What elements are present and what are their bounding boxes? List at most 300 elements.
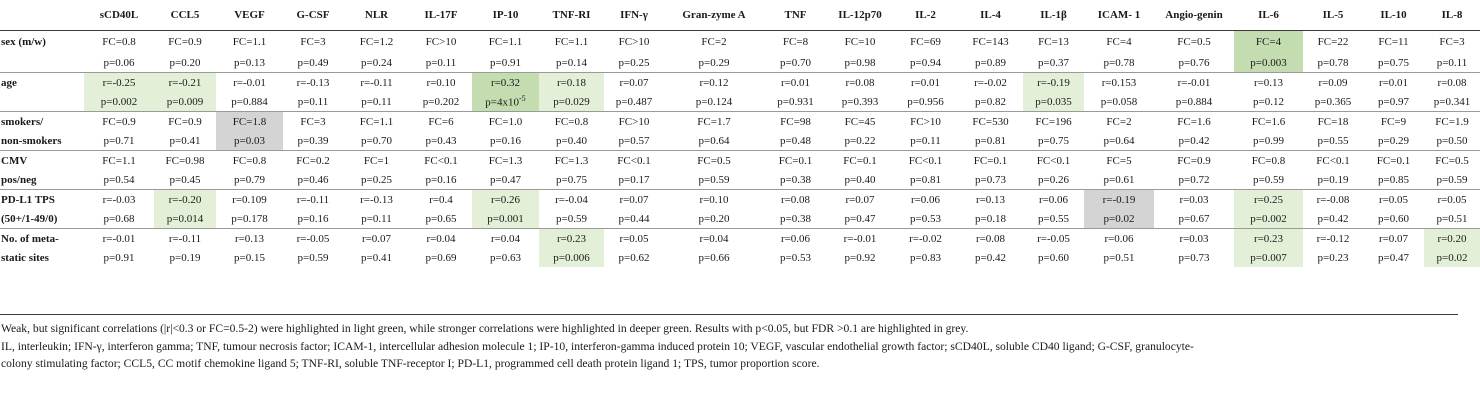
effect-cell: FC<0.1 <box>1303 151 1363 171</box>
effect-cell: r=0.07 <box>604 190 664 210</box>
p-value-cell: p=0.62 <box>618 251 650 264</box>
effect-cell: r=0.10 <box>664 190 764 210</box>
effect-cell: FC=0.8 <box>1234 151 1303 171</box>
p-value-cell: p=0.57 <box>618 134 650 147</box>
effect-cell: r=0.01 <box>893 73 958 93</box>
effect-cell: r=0.32 <box>472 73 539 93</box>
effect-cell: FC=13 <box>1038 36 1069 48</box>
effect-cell: FC=530 <box>958 112 1023 132</box>
table-row <box>0 248 1480 267</box>
effect-cell: r=-0.21 <box>154 73 216 93</box>
p-value-cell: p=0.78 <box>1103 56 1135 69</box>
column-header: Gran-zyme A <box>682 9 746 21</box>
effect-cell: FC=0.8 <box>216 151 283 171</box>
p-value-cell: p=0.60 <box>1378 212 1409 225</box>
p-value-cell: p=0.884 <box>1175 95 1213 108</box>
p-value-cell: p=0.40 <box>844 173 876 186</box>
p-value-cell: p=0.25 <box>361 173 392 186</box>
effect-cell: r=-0.01 <box>827 229 893 249</box>
effect-cell: FC=6 <box>410 112 472 132</box>
p-value-cell: p=0.17 <box>618 173 650 186</box>
p-value-cell: p=0.16 <box>297 212 329 225</box>
p-value-cell: p=0.11 <box>361 212 392 225</box>
effect-cell: FC<0.1 <box>604 151 664 171</box>
p-value-cell: p=0.014 <box>154 209 216 229</box>
p-value-cell: p=0.40 <box>556 134 587 147</box>
column-header: NLR <box>364 9 389 21</box>
row-label: PD-L1 TPS <box>0 190 84 210</box>
p-value-cell: p=0.66 <box>698 251 730 264</box>
row-label: CMV <box>0 151 84 171</box>
effect-cell: FC>10 <box>425 36 457 48</box>
effect-cell: r=-0.05 <box>283 229 343 249</box>
effect-cell: r=0.04 <box>664 229 764 249</box>
p-value-cell: p=0.59 <box>698 173 730 186</box>
p-value-cell: p=0.55 <box>1038 212 1069 225</box>
p-value-cell: p=0.98 <box>844 56 876 69</box>
effect-cell: r=0.10 <box>410 73 472 93</box>
row-label: pos/neg <box>1 173 37 186</box>
effect-cell: FC=0.8 <box>539 112 604 132</box>
effect-cell: r=0.4 <box>410 190 472 210</box>
p-value-cell: p=0.009 <box>154 92 216 112</box>
column-header: Angio-genin <box>1165 9 1223 21</box>
effect-cell: FC=1.1 <box>84 151 154 171</box>
column-header: IL-6 <box>1258 9 1279 21</box>
p-value-cell: p=0.59 <box>1436 173 1468 186</box>
p-value-cell: p=0.178 <box>231 212 268 225</box>
effect-cell: FC=3 <box>283 112 343 132</box>
p-value-cell: p=0.38 <box>780 173 811 186</box>
effect-cell: FC=4 <box>1234 31 1303 54</box>
effect-cell: FC=11 <box>1378 36 1409 48</box>
p-value-cell: p=0.61 <box>1103 173 1135 186</box>
effect-cell: FC=9 <box>1363 112 1424 132</box>
p-value-cell: p=0.002 <box>84 92 154 112</box>
p-value-cell: p=0.45 <box>169 173 201 186</box>
effect-cell: r=-0.01 <box>1154 73 1234 93</box>
effect-cell: r=0.23 <box>1234 229 1303 249</box>
p-value-cell: p=0.029 <box>539 92 604 112</box>
p-value-cell: p=0.73 <box>975 173 1006 186</box>
effect-cell: r=0.01 <box>764 73 827 93</box>
column-header: CCL5 <box>170 9 200 21</box>
effect-cell: FC=5 <box>1084 151 1154 171</box>
effect-cell: r=0.06 <box>893 190 958 210</box>
column-header: TNF <box>784 9 807 21</box>
effect-cell: r=-0.08 <box>1303 190 1363 210</box>
effect-cell: r=0.05 <box>1424 190 1480 210</box>
p-value-cell: p=0.884 <box>231 95 268 108</box>
effect-cell: r=-0.13 <box>343 190 410 210</box>
effect-cell: r=-0.02 <box>893 229 958 249</box>
p-value-cell: p=0.20 <box>169 56 201 69</box>
effect-cell: FC=0.5 <box>1177 36 1211 48</box>
p-value-cell: p=0.003 <box>1234 53 1303 73</box>
p-value-cell: p=0.53 <box>910 212 941 225</box>
effect-cell: FC=69 <box>910 36 941 48</box>
row-label <box>0 53 84 73</box>
p-value-cell: p=0.44 <box>618 212 650 225</box>
p-value-cell: p=0.81 <box>910 173 941 186</box>
table-row <box>0 73 1480 93</box>
p-value-cell: p=0.19 <box>1317 173 1349 186</box>
table-body <box>0 31 1480 268</box>
p-value-cell: p=0.70 <box>780 56 811 69</box>
effect-cell: r=0.08 <box>958 229 1023 249</box>
p-value-cell: p=0.39 <box>297 134 329 147</box>
p-value-cell: p=0.393 <box>841 95 879 108</box>
p-value-cell: p=0.15 <box>234 251 265 264</box>
effect-cell: FC=22 <box>1317 36 1349 48</box>
effect-cell: r=-0.25 <box>84 73 154 93</box>
effect-cell: FC=10 <box>844 36 876 48</box>
header-row <box>0 0 1480 31</box>
effect-cell: r=-0.11 <box>283 190 343 210</box>
p-value-cell: p=0.19 <box>169 251 201 264</box>
p-value-cell: p=0.956 <box>907 95 944 108</box>
effect-cell: FC=1.2 <box>359 36 394 48</box>
row-label: smokers/ <box>0 112 84 132</box>
table-row <box>0 209 1480 229</box>
effect-cell: r=0.05 <box>1363 190 1424 210</box>
effect-cell: FC=0.98 <box>154 151 216 171</box>
p-value-cell: p=0.16 <box>425 173 457 186</box>
effect-cell: r=-0.20 <box>154 190 216 210</box>
p-value-cell: p=0.487 <box>615 95 653 108</box>
effect-cell: r=0.07 <box>827 190 893 210</box>
p-value-cell: p=0.12 <box>1253 95 1284 108</box>
p-value-cell: p=0.55 <box>1317 134 1349 147</box>
effect-cell: FC>10 <box>893 112 958 132</box>
p-value-cell: p=0.64 <box>698 134 730 147</box>
effect-cell: FC=143 <box>972 36 1009 48</box>
effect-cell: r=-0.12 <box>1303 229 1363 249</box>
p-value-cell: p=0.365 <box>1314 95 1352 108</box>
p-value-cell: p=0.73 <box>1178 251 1210 264</box>
effect-cell: r=-0.01 <box>84 229 154 249</box>
effect-cell: FC=1.3 <box>539 151 604 171</box>
effect-cell: FC=98 <box>764 112 827 132</box>
effect-cell: r=0.06 <box>1023 190 1084 210</box>
effect-cell: r=0.06 <box>1084 229 1154 249</box>
p-value-cell: p=0.94 <box>910 56 941 69</box>
p-value-cell: p=0.68 <box>103 212 135 225</box>
p-value-cell: p=0.11 <box>361 95 392 108</box>
column-header: IL-1β <box>1040 9 1067 21</box>
p-value-cell: p=0.51 <box>1436 212 1468 225</box>
effect-cell: FC=8 <box>782 36 809 48</box>
effect-cell: FC=0.5 <box>1424 151 1480 171</box>
p-value-cell: p=0.76 <box>1178 56 1210 69</box>
column-header: IL-8 <box>1441 9 1463 21</box>
column-header: sCD40L <box>99 9 139 21</box>
p-value-cell: p=0.42 <box>975 251 1006 264</box>
column-header: VEGF <box>234 9 265 21</box>
effect-cell: FC=0.1 <box>958 151 1023 171</box>
footnote-highlighting: Weak, but significant correlations (|r|<0.3 or FC=0.5-2) were highlighted in light green, while stronger correlations were highlighted in deeper green. Results with p<0.05, but FDR >0.1 are highlighted in grey. <box>1 322 969 335</box>
p-value-cell: p=0.91 <box>490 56 521 69</box>
p-value-cell: p=0.058 <box>1100 95 1138 108</box>
effect-cell: FC>10 <box>604 112 664 132</box>
effect-cell: FC=0.1 <box>1363 151 1424 171</box>
effect-cell: FC=1.7 <box>664 112 764 132</box>
effect-cell: r=-0.05 <box>1023 229 1084 249</box>
table-row <box>0 92 1480 112</box>
effect-cell: FC=3 <box>300 36 326 48</box>
p-value-cell: p=0.60 <box>1038 251 1069 264</box>
effect-cell: r=0.04 <box>472 229 539 249</box>
p-value-cell: p=0.49 <box>297 56 329 69</box>
p-value-cell: p=0.75 <box>556 173 587 186</box>
effect-cell: r=0.08 <box>1424 73 1480 93</box>
p-value-cell: p=0.59 <box>1253 173 1284 186</box>
effect-cell: r=0.13 <box>958 190 1023 210</box>
p-value-cell: p=0.002 <box>1234 209 1303 229</box>
p-value-cell: p=0.11 <box>425 56 457 69</box>
p-value-cell: p=0.11 <box>297 95 329 108</box>
p-value-cell: p=0.79 <box>234 173 265 186</box>
p-value-cell: p=0.75 <box>1038 134 1069 147</box>
p-value-cell: p=0.37 <box>1038 56 1069 69</box>
effect-cell: FC=18 <box>1303 112 1363 132</box>
effect-cell: FC=0.9 <box>84 112 154 132</box>
effect-cell: r=0.109 <box>216 190 283 210</box>
p-value-cell: p=0.48 <box>780 134 811 147</box>
p-value-cell: p=0.26 <box>1038 173 1069 186</box>
table-row <box>0 53 1480 73</box>
p-value-cell: p=0.25 <box>618 56 650 69</box>
p-value-cell: p=0.69 <box>425 251 457 264</box>
column-header: IL-2 <box>915 9 936 21</box>
effect-cell: r=-0.01 <box>216 73 283 93</box>
p-value-cell: p=0.14 <box>556 56 587 69</box>
p-value-cell: p=0.124 <box>695 95 733 108</box>
p-value-cell: p=0.23 <box>1317 251 1349 264</box>
column-header: IL-12p70 <box>838 9 882 21</box>
row-label <box>0 92 84 112</box>
p-value-cell: p=0.02 <box>1424 248 1480 267</box>
p-value-cell: p=0.47 <box>1378 251 1409 264</box>
effect-cell: FC=0.9 <box>154 112 216 132</box>
effect-cell: r=-0.13 <box>283 73 343 93</box>
effect-cell: FC=1.1 <box>488 36 523 48</box>
effect-cell: FC=1 <box>343 151 410 171</box>
p-value-cell: p=0.46 <box>297 173 329 186</box>
effect-cell: r=0.153 <box>1084 73 1154 93</box>
effect-cell: r=0.09 <box>1303 73 1363 93</box>
effect-cell: FC=1.9 <box>1424 112 1480 132</box>
p-value-cell: p=0.47 <box>844 212 876 225</box>
p-value-cell: p=0.03 <box>216 131 283 151</box>
table-row <box>0 190 1480 210</box>
effect-cell: r=0.07 <box>604 73 664 93</box>
p-value-cell: p=0.64 <box>1103 134 1135 147</box>
p-value-cell: p=0.43 <box>425 134 457 147</box>
column-header: IL-17F <box>424 9 458 21</box>
p-value-cell: p=0.035 <box>1023 92 1084 112</box>
column-header: TNF-RI <box>552 9 591 21</box>
effect-cell: r=0.26 <box>472 190 539 210</box>
table-row <box>0 170 1480 190</box>
p-value-cell: $p=4x10^{-5}$ <box>472 92 539 112</box>
p-value-cell: p=0.18 <box>975 212 1006 225</box>
table-row <box>0 229 1480 249</box>
p-value-cell: p=0.65 <box>425 212 457 225</box>
p-value-cell: p=0.91 <box>103 251 135 264</box>
p-value-cell: p=0.42 <box>1317 212 1349 225</box>
row-label: age <box>0 73 84 93</box>
p-value-cell: p=0.42 <box>1178 134 1210 147</box>
p-value-cell: p=0.22 <box>844 134 876 147</box>
p-value-cell: p=0.63 <box>490 251 521 264</box>
header-corner <box>0 0 84 31</box>
column-header: IL-4 <box>980 9 1001 21</box>
row-label: sex (m/w) <box>1 36 46 48</box>
p-value-cell: p=0.81 <box>975 134 1006 147</box>
p-value-cell: p=0.006 <box>539 248 604 267</box>
effect-cell: FC=0.5 <box>664 151 764 171</box>
effect-cell: r=0.07 <box>1363 229 1424 249</box>
effect-cell: r=-0.19 <box>1023 73 1084 93</box>
p-value-cell: p=0.13 <box>234 56 265 69</box>
p-value-cell: p=0.007 <box>1234 248 1303 267</box>
effect-cell: FC=1.3 <box>472 151 539 171</box>
table-row <box>0 131 1480 151</box>
effect-cell: FC=196 <box>1023 112 1084 132</box>
effect-cell: r=0.08 <box>827 73 893 93</box>
p-value-cell: p=0.16 <box>490 134 521 147</box>
row-label: non-smokers <box>1 134 62 147</box>
p-value-cell: p=0.02 <box>1084 209 1154 229</box>
effect-cell: FC=0.9 <box>1154 151 1234 171</box>
p-value-cell: p=0.71 <box>103 134 135 147</box>
effect-cell: FC=3 <box>1439 36 1465 48</box>
p-value-cell: p=0.41 <box>361 251 392 264</box>
p-value-cell: p=0.85 <box>1378 173 1409 186</box>
p-value-cell: p=0.20 <box>698 212 730 225</box>
effect-cell: r=0.03 <box>1154 190 1234 210</box>
p-value-cell: p=0.38 <box>780 212 811 225</box>
footnote-abbreviations-cont: colony stimulating factor; CCL5, CC motif chemokine ligand 5; TNF-RI, soluble TNF-receptor I; PD-L1, programmed cell death protein ligand 1; TPS, tumor proportion score. <box>1 357 820 370</box>
effect-cell: r=0.13 <box>1234 73 1303 93</box>
effect-cell: FC=1.6 <box>1234 112 1303 132</box>
p-value-cell: p=0.89 <box>975 56 1006 69</box>
effect-cell: FC=0.9 <box>168 36 202 48</box>
p-value-cell: p=0.51 <box>1103 251 1135 264</box>
effect-cell: r=0.20 <box>1424 229 1480 249</box>
effect-cell: r=0.25 <box>1234 190 1303 210</box>
effect-cell: r=0.04 <box>410 229 472 249</box>
p-value-cell: p=0.82 <box>975 95 1006 108</box>
p-value-cell: p=0.47 <box>490 173 521 186</box>
row-label: No. of meta- <box>0 229 84 249</box>
table-row <box>0 112 1480 132</box>
p-value-cell: p=0.11 <box>910 134 941 147</box>
effect-cell: FC=45 <box>827 112 893 132</box>
effect-cell: FC=1.0 <box>472 112 539 132</box>
effect-cell: r=0.08 <box>764 190 827 210</box>
effect-cell: r=0.05 <box>604 229 664 249</box>
p-value-cell: p=0.78 <box>1317 56 1349 69</box>
footnote-abbreviations: IL, interleukin; IFN-γ, interferon gamma; TNF, tumour necrosis factor; ICAM-1, intercellular adhesion molecule 1; IP-10, interferon-gamma induced protein 10; VEGF, vascular endothelial growth factor; sCD40L, soluble CD40 ligand; G-CSF, granulocyte- <box>1 340 1194 353</box>
p-value-cell: p=0.931 <box>777 95 814 108</box>
p-value-cell: p=0.99 <box>1253 134 1284 147</box>
p-value-cell: p=0.70 <box>361 134 392 147</box>
column-header: G-CSF <box>296 9 330 21</box>
effect-cell: FC=1.8 <box>216 112 283 132</box>
effect-cell: FC=0.8 <box>102 36 136 48</box>
p-value-cell: p=0.54 <box>103 173 135 186</box>
p-value-cell: p=0.29 <box>1378 134 1409 147</box>
effect-cell: r=0.06 <box>764 229 827 249</box>
p-value-cell: p=0.97 <box>1378 95 1409 108</box>
p-value-cell: p=0.06 <box>103 56 135 69</box>
row-label: static sites <box>1 251 49 264</box>
effect-cell: r=-0.11 <box>154 229 216 249</box>
p-value-cell: p=0.29 <box>698 56 730 69</box>
p-value-cell: p=0.53 <box>780 251 811 264</box>
effect-cell: r=0.12 <box>664 73 764 93</box>
effect-cell: FC=4 <box>1106 36 1132 48</box>
column-header: IP-10 <box>492 9 519 21</box>
column-header: IL-5 <box>1322 9 1344 21</box>
effect-cell: r=-0.04 <box>539 190 604 210</box>
p-value-cell: p=0.341 <box>1433 95 1471 108</box>
effect-cell: FC<0.1 <box>410 151 472 171</box>
table-footer <box>0 314 1458 370</box>
effect-cell: r=-0.11 <box>343 73 410 93</box>
table-row <box>0 151 1480 171</box>
effect-cell: FC<0.1 <box>893 151 958 171</box>
p-value-cell: p=0.24 <box>361 56 392 69</box>
p-value-cell: p=0.75 <box>1378 56 1409 69</box>
effect-cell: FC>10 <box>618 36 650 48</box>
effect-cell: r=0.18 <box>539 73 604 93</box>
effect-cell: FC=2 <box>701 36 727 48</box>
effect-cell: r=0.01 <box>1363 73 1424 93</box>
column-header: ICAM- 1 <box>1097 9 1141 21</box>
effect-cell: FC=2 <box>1084 112 1154 132</box>
effect-cell: r=-0.03 <box>84 190 154 210</box>
p-value-cell: p=0.50 <box>1436 134 1468 147</box>
p-value-cell: p=0.59 <box>556 212 587 225</box>
p-value-cell: p=0.59 <box>297 251 329 264</box>
effect-cell: r=0.13 <box>216 229 283 249</box>
p-value-cell: p=0.11 <box>1436 56 1468 69</box>
effect-cell: FC=1.1 <box>343 112 410 132</box>
effect-cell: r=0.23 <box>539 229 604 249</box>
p-value-cell: p=0.72 <box>1178 173 1210 186</box>
p-value-cell: p=0.83 <box>910 251 941 264</box>
effect-cell: FC=1.6 <box>1154 112 1234 132</box>
effect-cell: r=0.07 <box>343 229 410 249</box>
p-value-cell: p=0.001 <box>472 209 539 229</box>
table-row <box>0 31 1480 54</box>
p-value-cell: p=0.41 <box>169 134 201 147</box>
p-value-cell: p=0.92 <box>844 251 876 264</box>
effect-cell: FC=0.1 <box>827 151 893 171</box>
effect-cell: FC=1.1 <box>554 36 589 48</box>
effect-cell: r=-0.02 <box>958 73 1023 93</box>
effect-cell: FC=1.1 <box>232 36 267 48</box>
row-label: (50+/1-49/0) <box>1 212 58 225</box>
column-header: IL-10 <box>1380 9 1407 21</box>
effect-cell: FC=0.1 <box>764 151 827 171</box>
p-value-cell: p=0.202 <box>422 95 460 108</box>
effect-cell: FC=0.2 <box>283 151 343 171</box>
p-value-cell: p=0.67 <box>1178 212 1210 225</box>
